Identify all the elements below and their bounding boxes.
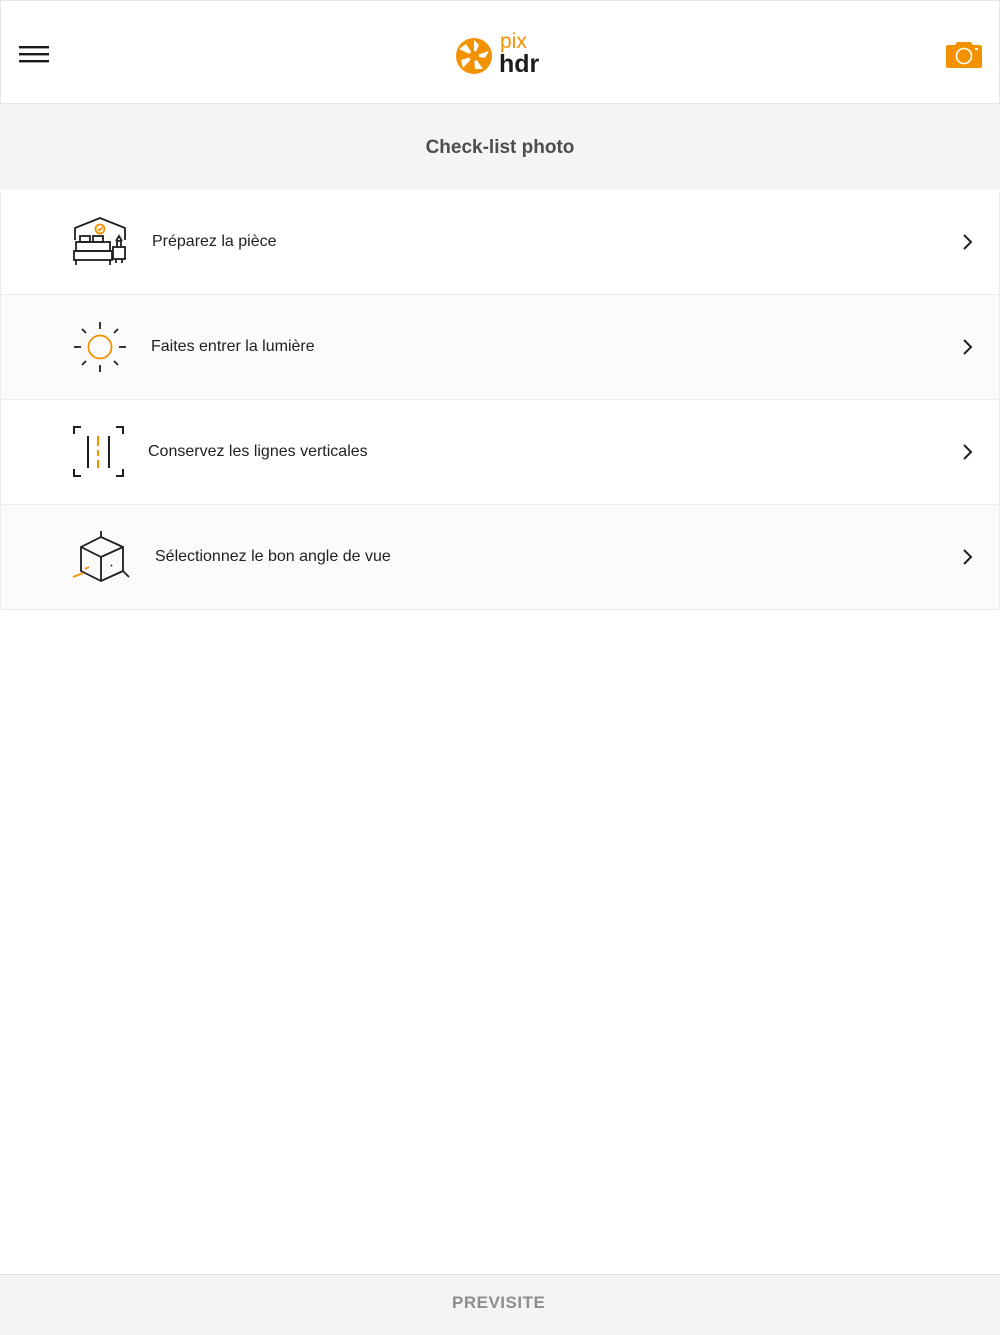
sun-icon — [71, 319, 131, 375]
app-header — [0, 0, 1000, 104]
checklist-item-label: Faites entrer la lumière — [151, 338, 315, 355]
bedroom-icon — [71, 214, 131, 270]
checklist-item-vertical-lines[interactable] — [0, 400, 1000, 505]
checklist-item-label: Préparez la pièce — [152, 233, 277, 250]
cube-angle-icon — [71, 529, 131, 585]
checklist-item-label: Conservez les lignes verticales — [148, 443, 368, 460]
pixhdr-logo — [455, 30, 551, 79]
section-header — [0, 104, 1000, 191]
chevron-right-icon — [961, 232, 975, 252]
previsite-logo-prefix: PRE — [452, 1293, 489, 1312]
logo-text-hdr: hdr — [499, 50, 540, 78]
app-footer — [0, 1274, 1000, 1335]
aperture-logo-icon — [455, 37, 493, 75]
checklist — [0, 190, 1000, 610]
chevron-right-icon — [961, 547, 975, 567]
previsite-logo — [452, 1293, 548, 1317]
chevron-right-icon — [961, 337, 975, 357]
checklist-item-viewing-angle[interactable] — [0, 505, 1000, 610]
hamburger-menu-icon[interactable] — [17, 37, 51, 71]
camera-icon[interactable] — [945, 39, 983, 69]
checklist-item-label: Sélectionnez le bon angle de vue — [155, 548, 391, 565]
vertical-lines-frame-icon — [71, 424, 131, 480]
checklist-item-prepare-room[interactable] — [0, 190, 1000, 295]
logo-text-pix: pix — [500, 30, 527, 53]
previsite-logo-suffix: VISITE — [488, 1293, 546, 1312]
page-title: Check-list photo — [425, 137, 575, 158]
checklist-item-let-light-in[interactable] — [0, 295, 1000, 400]
chevron-right-icon — [961, 442, 975, 462]
